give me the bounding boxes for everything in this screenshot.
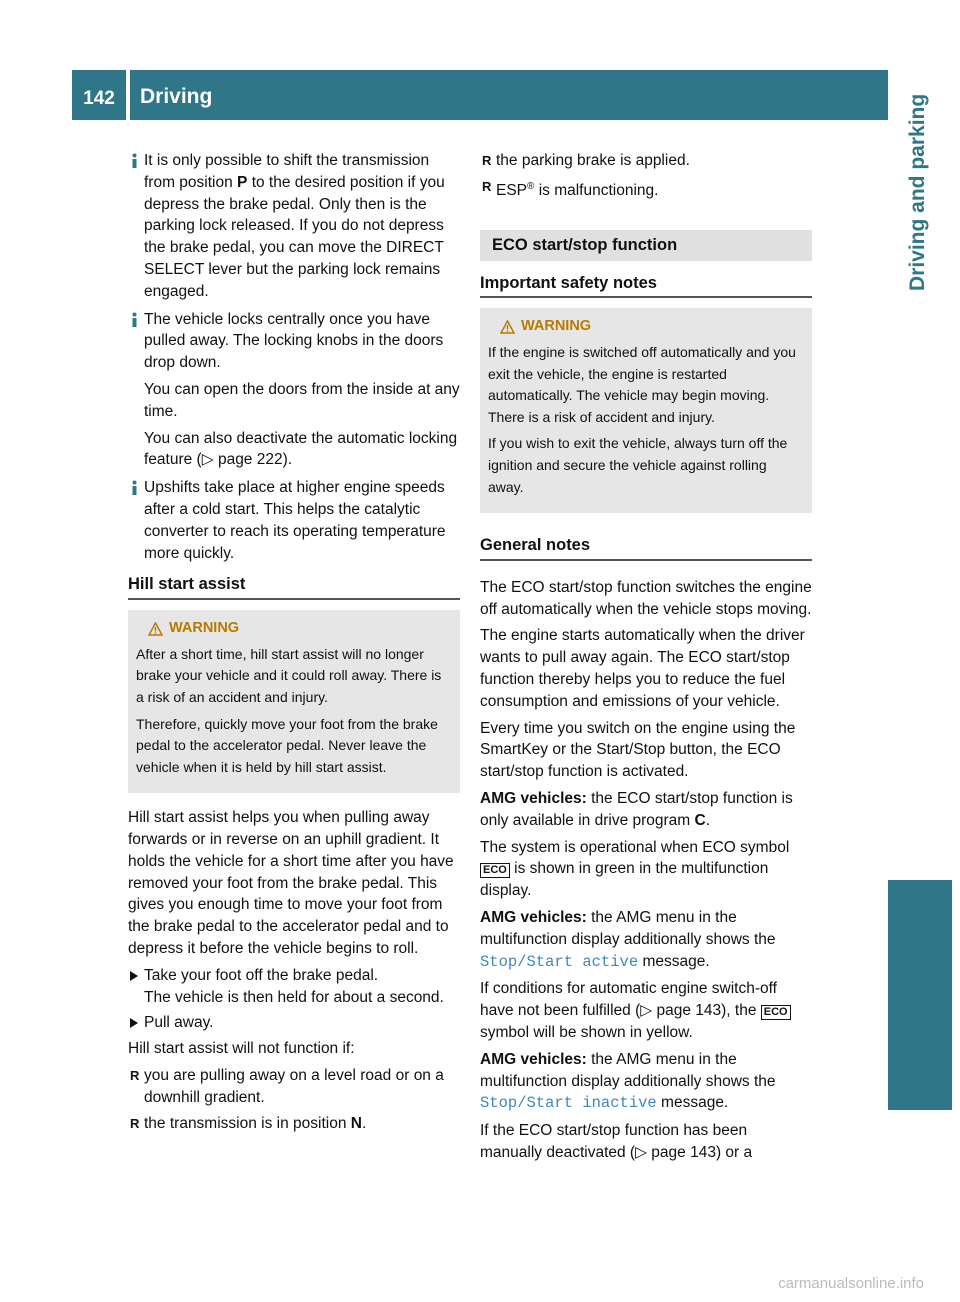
info-icon [128,312,141,327]
eco-symbol-icon: ECO [480,863,510,878]
info-note [128,477,460,564]
warning-triangle-icon [148,622,163,636]
paragraph: If conditions for automatic engine switch-off have not been fulfilled (▷ page 143), the ECO symbol will be shown in yellow. [480,978,812,1043]
section-heading: Hill start assist [128,574,460,600]
page-header [72,70,888,120]
instruction-step: Take your foot off the brake pedal. The vehicle is then held for about a second. [128,965,460,1009]
paragraph: Hill start assist helps you when pulling away forwards or in reverse on an uphill gradient. It holds the vehicle for a short time after you have removed your foot from the brake pedal. This gives you enough time to move your foot from the brake pedal to the accelerator pedal and to depress it before the vehicle begins to roll. [128,809,454,958]
chapter-sidebar [888,70,960,1302]
info-note-text: It is only possible to shift the transmission from position P to the desired position if you depress the brake pedal. Only then is the parking lock released. If you do not depress the brake pedal, you can move the DIRECT SELECT lever but the parking lock remains engaged. [144,152,445,300]
warning-box [128,610,460,793]
list-item: R the transmission is in position N. [128,1113,460,1135]
paragraph: If the ECO start/stop function has been manually deactivated (▷ page 143) or a [480,1122,753,1162]
paragraph: The ECO start/stop function switches the engine off automatically when the vehicle stops moving. [480,578,812,618]
bullet-icon: R [130,1115,140,1131]
sidebar-chapter-label: Driving and parking [906,94,929,292]
sidebar-tab-block [888,880,952,1110]
display-message: Stop/Start active [480,952,639,971]
paragraph: The system is operational when ECO symbol ECO is shown in green in the multifunction display. [480,838,790,900]
eco-symbol-icon: ECO [761,1005,791,1020]
warning-text: After a short time, hill start assist will no longer brake your vehicle and it could roll away. There is a risk of an accident and injury. [136,645,442,705]
paragraph: Hill start assist will not function if: [128,1040,355,1058]
warning-text: If the engine is switched off automatically and you exit the vehicle, the engine is restarted automatically. The vehicle may begin moving. There is a risk of accident and injury. [488,343,796,425]
paragraph: AMG vehicles: the ECO start/stop function is only available in drive program C. [480,790,793,829]
warning-box [480,308,812,513]
subsection-heading: Important safety notes [480,273,812,299]
watermark: carmanualsonline.info [778,1275,924,1292]
warning-text: If you wish to exit the vehicle, always turn off the ignition and secure the vehicle against rolling away. [488,435,788,495]
paragraph: Every time you switch on the engine using the SmartKey or the Start/Stop button, the ECO start/stop function is activated. [480,719,796,781]
section-title: ECO start/stop function [480,230,812,261]
left-column [128,150,460,1138]
step-arrow-icon [130,971,138,981]
bullet-icon: R [130,1068,140,1084]
subsection-heading: General notes [480,535,812,561]
warning-text: Therefore, quickly move your foot from the brake pedal to the accelerator pedal. Never leave the vehicle when it is held by hill start assist. [136,715,438,775]
info-icon [128,480,141,495]
info-note [128,150,460,303]
list-item: R the parking brake is applied. [480,150,812,172]
info-icon [128,153,141,168]
warning-title: WARNING [500,316,804,338]
right-column [480,150,812,1169]
bullet-icon: R [482,153,492,168]
instruction-step: Pull away. [128,1012,460,1034]
chapter-title: Driving [130,70,888,120]
info-note-text: Upshifts take place at higher engine speeds after a cold start. This helps the catalytic converter to reach its operating temperature more quickly. [144,479,446,562]
info-note [128,309,460,472]
warning-title: WARNING [148,618,452,640]
step-arrow-icon [130,1018,138,1028]
bullet-icon: R [482,178,492,194]
list-item: R ESP® is malfunctioning. [480,176,812,202]
info-note-text[interactable]: You can also deactivate the automatic locking feature (▷ page 222). [144,429,458,469]
warning-triangle-icon [500,320,515,334]
list-item: R you are pulling away on a level road or on a downhill gradient. [130,1067,444,1106]
paragraph: The engine starts automatically when the driver wants to pull away again. The ECO start/stop function thereby helps you to reduce the fuel consumption and emissions of your vehicle. [480,627,805,710]
paragraph: AMG vehicles: the AMG menu in the multifunction display additionally shows the Stop/Start inactive message. [480,1050,776,1113]
display-message: Stop/Start inactive [480,1094,657,1113]
page-number: 142 [72,70,126,120]
info-note-text: You can open the doors from the inside at any time. [144,380,460,420]
info-note-text: The vehicle locks centrally once you have pulled away. The locking knobs in the doors drop down. [144,310,444,372]
paragraph: AMG vehicles: the AMG menu in the multifunction display additionally shows the Stop/Start active message. [480,909,776,971]
